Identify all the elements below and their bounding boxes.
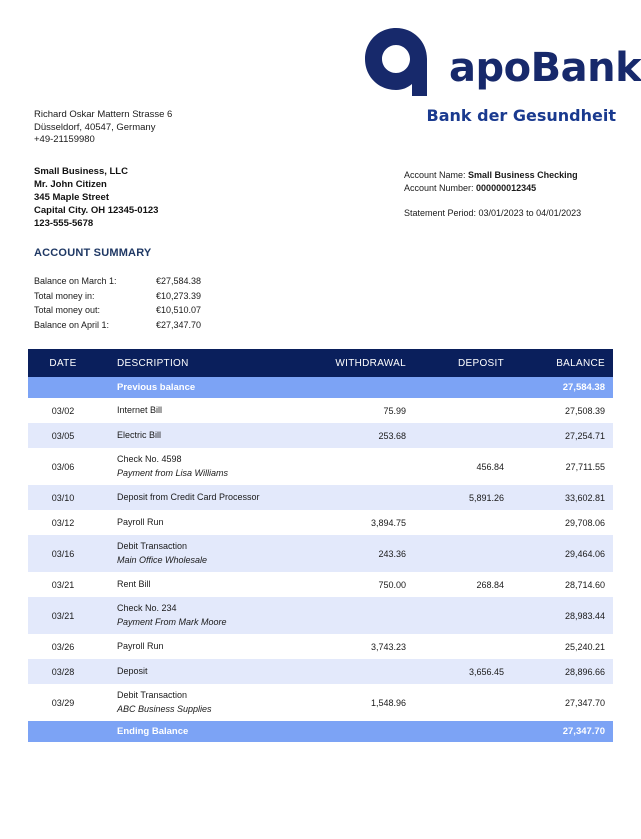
description-main: Deposit from Credit Card Processor xyxy=(117,492,260,502)
summary-value: €27,584.38 xyxy=(156,276,202,286)
cell-description xyxy=(98,398,323,423)
customer-phone: 123-555-5678 xyxy=(34,217,94,229)
customer-address xyxy=(34,166,158,231)
cell-deposit xyxy=(428,634,518,659)
description-main: Payroll Run xyxy=(117,641,164,651)
previous-balance-label: Previous balance xyxy=(117,382,196,393)
description-main: Debit Transaction xyxy=(117,541,188,551)
apobank-a-logo-icon xyxy=(363,26,441,98)
cell-balance: 27,508.39 xyxy=(564,405,605,416)
cell-date: 03/05 xyxy=(51,430,75,441)
description-main: Payroll Run xyxy=(117,517,164,527)
previous-balance-deposit xyxy=(428,377,518,398)
cell-deposit xyxy=(428,423,518,448)
cell-date: 03/21 xyxy=(51,610,75,621)
transactions-header-row xyxy=(28,349,613,377)
cell-withdrawal xyxy=(323,485,428,510)
ending-balance-withdrawal xyxy=(323,721,428,742)
cell-deposit xyxy=(428,398,518,423)
column-header-withdrawal: WITHDRAWAL xyxy=(335,357,406,369)
table-row xyxy=(28,448,613,485)
cell-withdrawal xyxy=(323,448,428,485)
cell-deposit: 268.84 xyxy=(476,579,504,590)
description-main: Check No. 234 xyxy=(117,603,177,613)
cell-description xyxy=(98,572,323,597)
cell-description xyxy=(98,423,323,448)
cell-deposit: 3,656.45 xyxy=(468,666,504,677)
cell-deposit: 456.84 xyxy=(476,461,504,472)
cell-withdrawal: 75.99 xyxy=(383,405,406,416)
cell-balance: 28,896.66 xyxy=(564,666,605,677)
account-summary-table xyxy=(34,274,246,332)
logo-wordmark: apoBank xyxy=(449,45,641,91)
ending-balance-row xyxy=(28,721,613,742)
description-sub: Main Office Wholesale xyxy=(117,555,208,565)
transactions-table-body xyxy=(28,377,613,742)
cell-description xyxy=(98,485,323,510)
cell-withdrawal: 1,548.96 xyxy=(370,697,406,708)
description-sub: Payment from Lisa Williams xyxy=(117,468,228,478)
logo-tagline: Bank der Gesundheit xyxy=(426,106,616,125)
column-header-date: DATE xyxy=(49,357,77,369)
account-number-label: Account Number: xyxy=(404,183,474,193)
description-main: Deposit xyxy=(117,666,148,676)
cell-date: 03/06 xyxy=(51,461,75,472)
account-number-value: 000000012345 xyxy=(476,183,537,193)
account-summary-body xyxy=(34,274,246,332)
cell-balance: 33,602.81 xyxy=(564,492,605,503)
summary-label: Balance on March 1: xyxy=(34,276,117,286)
table-row xyxy=(28,684,613,721)
ending-balance-deposit xyxy=(428,721,518,742)
table-row xyxy=(28,423,613,448)
cell-date: 03/21 xyxy=(51,579,75,590)
cell-description xyxy=(98,684,323,721)
cell-date: 03/12 xyxy=(51,517,75,528)
summary-label: Balance on April 1: xyxy=(34,319,110,330)
bank-address-phone: +49-21159980 xyxy=(34,134,95,145)
logo-row xyxy=(363,26,641,98)
summary-value: €10,273.39 xyxy=(156,290,202,301)
cell-balance: 28,983.44 xyxy=(564,610,605,621)
cell-balance: 28,714.60 xyxy=(564,579,605,590)
cell-balance: 27,711.55 xyxy=(565,461,605,472)
summary-label: Total money in: xyxy=(34,290,95,301)
bank-address xyxy=(34,109,172,147)
description-sub: ABC Business Supplies xyxy=(117,704,212,714)
bank-logo xyxy=(363,26,641,126)
cell-deposit xyxy=(428,597,518,634)
table-row xyxy=(28,535,613,572)
transactions-table-head xyxy=(28,349,613,377)
table-row xyxy=(28,510,613,535)
description-main: Internet Bill xyxy=(117,405,163,415)
account-name-value: Small Business Checking xyxy=(468,170,578,180)
cell-date: 03/10 xyxy=(51,492,75,503)
description-sub: Payment From Mark Moore xyxy=(117,617,227,627)
description-main: Electric Bill xyxy=(117,430,162,440)
table-row xyxy=(28,572,613,597)
customer-company: Small Business, LLC xyxy=(34,166,128,177)
previous-balance-row xyxy=(28,377,613,398)
cell-deposit xyxy=(428,510,518,535)
cell-description xyxy=(98,634,323,659)
summary-value: €27,347.70 xyxy=(156,319,202,330)
account-name-label: Account Name: xyxy=(404,170,466,180)
account-info xyxy=(404,169,578,195)
cell-withdrawal xyxy=(323,659,428,684)
table-row xyxy=(28,659,613,684)
summary-label: Total money out: xyxy=(34,305,101,315)
column-header-balance: BALANCE xyxy=(556,357,605,369)
cell-withdrawal: 243.36 xyxy=(378,548,406,559)
column-header-description: DESCRIPTION xyxy=(117,357,189,369)
cell-balance: 29,708.06 xyxy=(564,517,605,528)
cell-withdrawal: 3,894.75 xyxy=(370,517,406,528)
previous-balance-amount: 27,584.38 xyxy=(562,382,605,393)
cell-deposit: 5,891.26 xyxy=(468,492,504,503)
summary-row xyxy=(34,289,246,304)
statement-period: Statement Period: 03/01/2023 to 04/01/2023 xyxy=(404,208,582,218)
summary-value: €10,510.07 xyxy=(156,305,202,315)
account-name-row xyxy=(404,169,578,182)
ending-balance-label: Ending Balance xyxy=(117,726,189,737)
ending-balance-amount: 27,347.70 xyxy=(562,726,605,737)
table-row xyxy=(28,597,613,634)
cell-description xyxy=(98,597,323,634)
previous-balance-withdrawal xyxy=(323,377,428,398)
cell-date: 03/02 xyxy=(51,405,75,416)
cell-date: 03/26 xyxy=(51,641,75,652)
table-row xyxy=(28,485,613,510)
description-main: Check No. 4598 xyxy=(117,454,182,464)
summary-row xyxy=(34,303,246,318)
cell-deposit xyxy=(428,684,518,721)
cell-description xyxy=(98,448,323,485)
cell-deposit xyxy=(428,535,518,572)
table-row xyxy=(28,398,613,423)
cell-description xyxy=(98,659,323,684)
description-main: Rent Bill xyxy=(117,579,151,589)
bank-address-line-1: Richard Oskar Mattern Strasse 6 xyxy=(34,109,173,120)
ending-balance-date xyxy=(28,721,98,742)
cell-balance: 25,240.21 xyxy=(564,641,605,652)
cell-withdrawal: 750.00 xyxy=(378,579,406,590)
cell-withdrawal xyxy=(323,597,428,634)
previous-balance-date xyxy=(28,377,98,398)
transactions-table xyxy=(28,349,613,742)
summary-row xyxy=(34,318,246,333)
cell-description xyxy=(98,510,323,535)
cell-withdrawal: 253.68 xyxy=(378,430,406,441)
cell-date: 03/29 xyxy=(51,697,75,708)
cell-balance: 27,254.71 xyxy=(564,430,605,441)
cell-balance: 29,464.06 xyxy=(564,548,605,559)
bank-address-line-2: Düsseldorf, 40547, Germany xyxy=(34,121,156,133)
description-main: Debit Transaction xyxy=(117,690,188,700)
cell-date: 03/16 xyxy=(51,548,75,559)
summary-row xyxy=(34,274,246,289)
cell-balance: 27,347.70 xyxy=(564,697,605,708)
customer-name: Mr. John Citizen xyxy=(34,178,107,190)
customer-street: 345 Maple Street xyxy=(34,191,109,203)
account-summary-title: ACCOUNT SUMMARY xyxy=(34,247,152,259)
table-row xyxy=(28,634,613,659)
cell-date: 03/28 xyxy=(51,666,75,677)
account-number-row xyxy=(404,182,578,195)
column-header-deposit: DEPOSIT xyxy=(458,357,504,369)
cell-withdrawal: 3,743.23 xyxy=(370,641,406,652)
customer-city-state-zip: Capital City. OH 12345-0123 xyxy=(34,204,159,216)
cell-description xyxy=(98,535,323,572)
